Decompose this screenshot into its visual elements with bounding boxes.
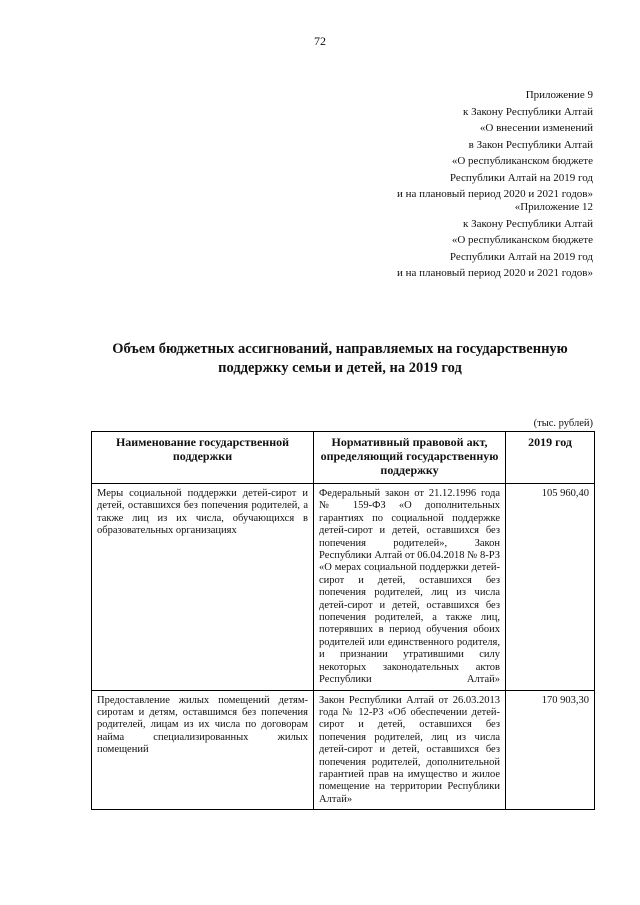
appendix-line: Приложение 9 <box>525 89 593 101</box>
appendix-line: и на плановый период 2020 и 2021 годов» <box>396 267 593 279</box>
appendix-line: «О республиканском бюджете <box>451 234 593 246</box>
appendix-line: к Закону Республики Алтай <box>463 217 593 230</box>
appendix-line: Республики Алтай на 2019 год <box>449 250 593 263</box>
table-row <box>92 484 595 691</box>
document-title <box>60 340 620 378</box>
column-header-year: 2019 год <box>506 432 595 484</box>
appendix-line: и на плановый период 2020 и 2021 годов» <box>396 188 593 200</box>
title-line: поддержку семьи и детей, на 2019 год <box>218 360 462 376</box>
units-label: (тыс. рублей) <box>533 418 593 429</box>
legal-act-cell: Закон Республики Алтай от 26.03.2013 года № 12-РЗ «Об обеспечении детей-сирот и детей, оставшихся без попечения родителей, лиц из числа детей-сирот и детей, оставшихся без попечения родителей, дополнительной гарантией прав на имущество и жилое помещение на территории Республики Алтай» <box>314 690 506 810</box>
amount-cell: 170 903,30 <box>506 690 595 810</box>
title-line: Объем бюджетных ассигнований, направляемых на государственную <box>112 341 568 357</box>
column-header-act: Нормативный правовой акт, определяющий государственную поддержку <box>314 432 506 484</box>
table-row <box>92 690 595 810</box>
appendix-line: «О республиканском бюджете <box>451 155 593 167</box>
support-name-cell: Предоставление жилых помещений детям-сиротам и детям, оставшимся без попечения родителей, лицам из их числа по договорам найма специализированных жилых помещений <box>92 690 314 810</box>
amount-cell: 105 960,40 <box>506 484 595 691</box>
appendix-9-header <box>397 87 593 203</box>
column-header-name: Наименование государственной поддержки <box>92 432 314 484</box>
appendix-line: Республики Алтай на 2019 год <box>449 171 593 184</box>
legal-act-cell: Федеральный закон от 21.12.1996 года № 159-ФЗ «О дополнительных гарантиях по социальной поддержке детей-сирот и детей, оставшихся без попечения родителей», Закон Республики Алтай от 06.04.2018 № 8-РЗ «О мерах социальной поддержки детей-сирот и детей, оставшихся без попечения родителей, лиц из числа детей-сирот и детей, оставшихся без попечения родителей, а также лиц, потерявших в период обучения обоих родителей или единственного родителя, и признании утратившими силу некоторых законодательных актов Республики Алтай» <box>314 484 506 691</box>
support-table <box>91 431 595 810</box>
appendix-line: «Приложение 12 <box>514 201 593 213</box>
table-header-row <box>92 432 595 484</box>
appendix-12-header <box>397 199 593 282</box>
appendix-line: «О внесении изменений <box>479 122 593 134</box>
appendix-line: к Закону Республики Алтай <box>463 105 593 118</box>
support-name-cell: Меры социальной поддержки детей-сирот и детей, оставшихся без попечения родителей, а также лиц из их числа, обучающихся в образовательных организациях <box>92 484 314 691</box>
page-number: 72 <box>314 34 326 48</box>
appendix-line: в Закон Республики Алтай <box>468 138 593 151</box>
